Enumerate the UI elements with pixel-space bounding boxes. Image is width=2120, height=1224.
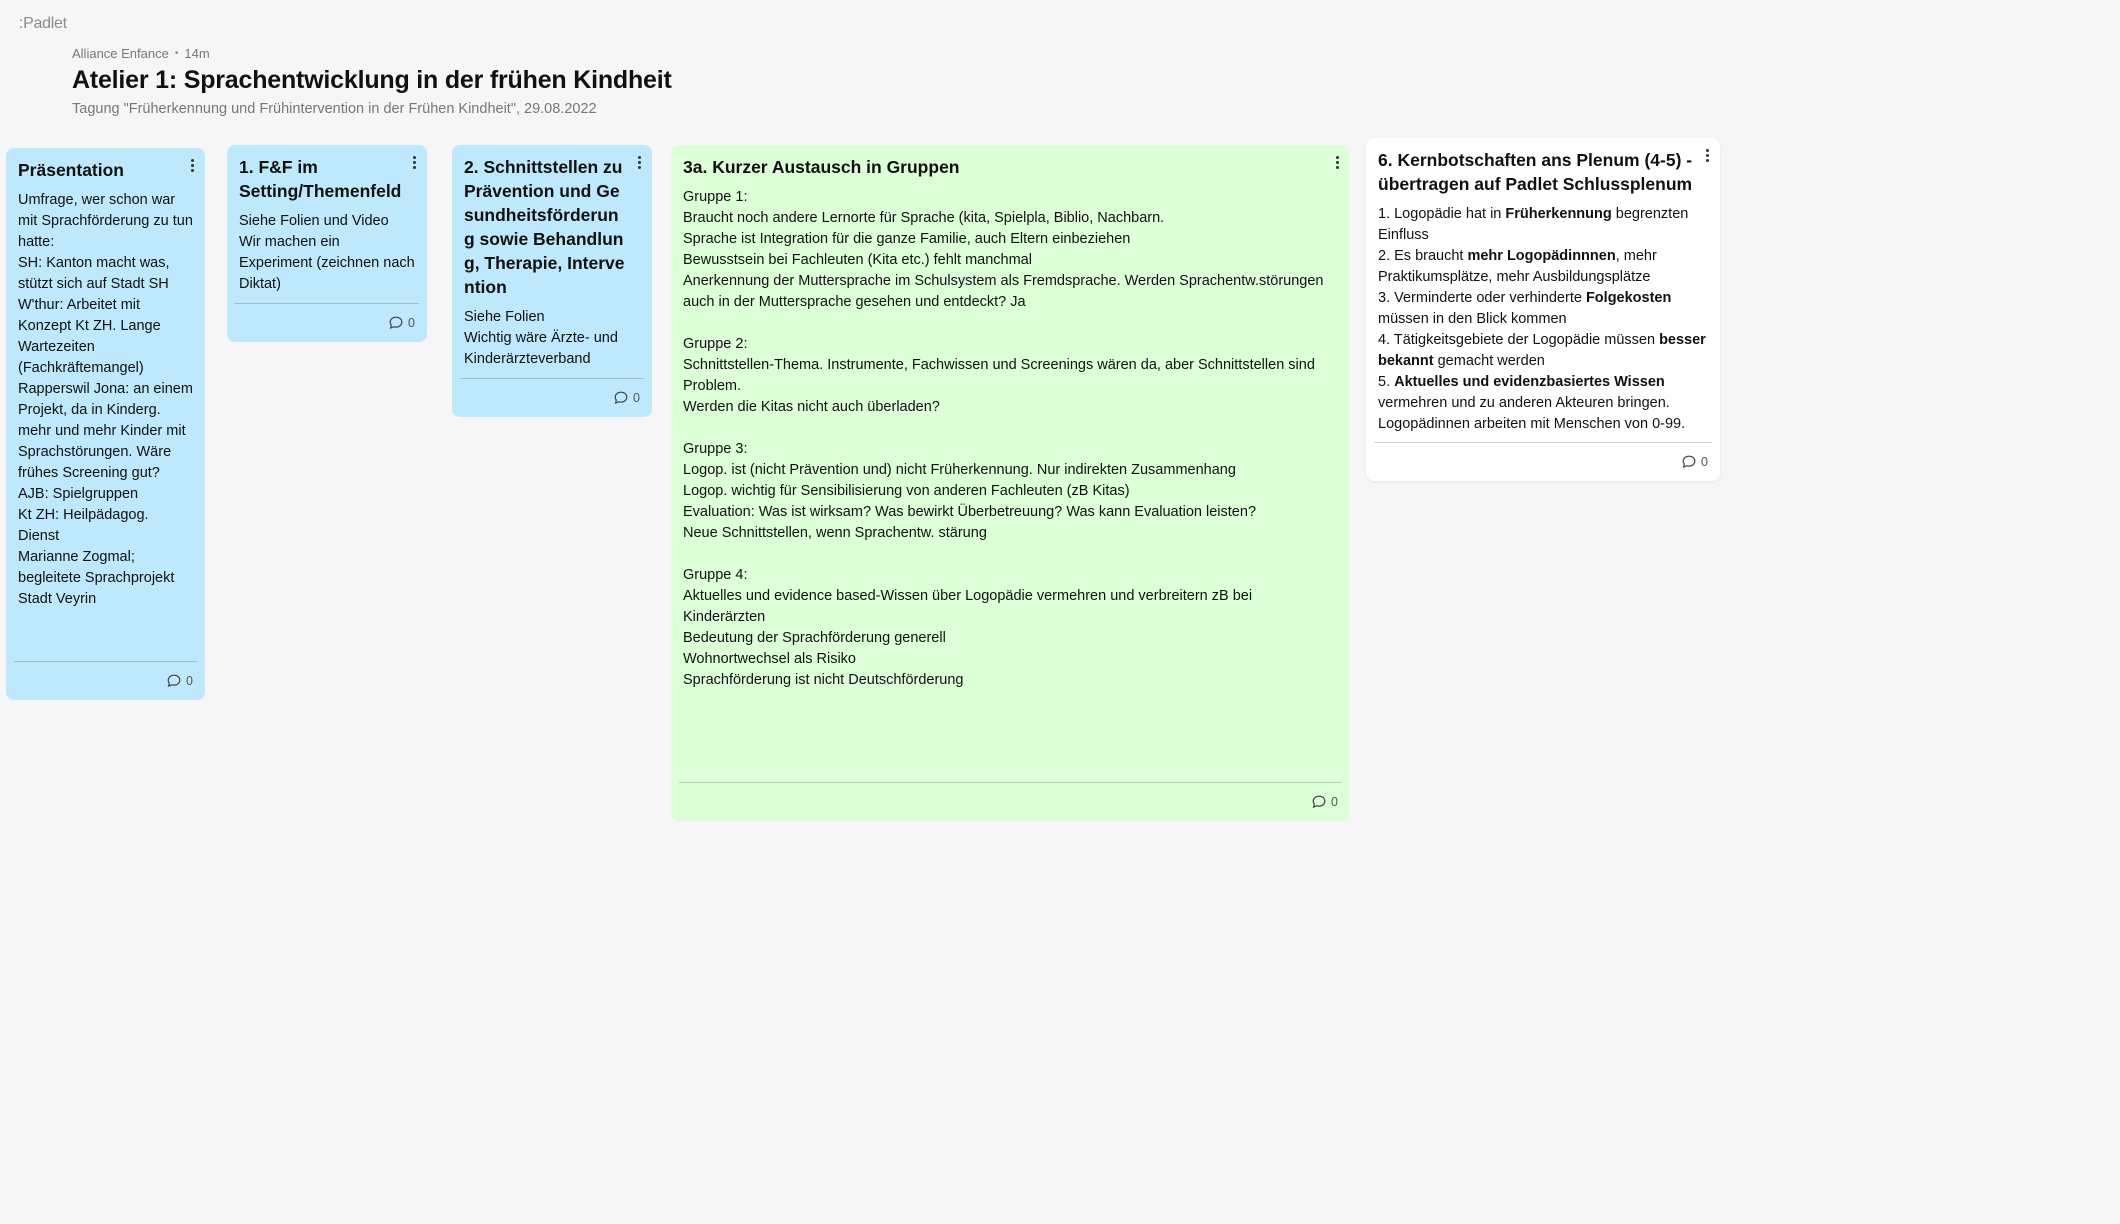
kernbotschaft-line: 3. Verminderte oder verhinderte Folgekosten müssen in den Blick kommen	[1378, 290, 1672, 327]
post-title: 1. F&F im Setting/Themenfeld	[239, 157, 402, 201]
more-options-icon[interactable]	[1332, 153, 1342, 171]
post-card-austausch-gruppen[interactable]	[671, 145, 1350, 821]
post-footer	[460, 378, 644, 417]
more-options-icon[interactable]	[409, 153, 419, 171]
comment-icon[interactable]	[1311, 794, 1327, 810]
kernbotschaft-line: Logopädinnen arbeiten mit Menschen von 0-99.	[1378, 416, 1686, 432]
post-time: 14m	[184, 46, 210, 61]
post-title: Präsentation	[18, 160, 124, 180]
post-card-ff-setting[interactable]	[227, 145, 427, 342]
post-footer	[1374, 442, 1712, 481]
post-body	[1378, 204, 1708, 435]
comment-icon[interactable]	[388, 315, 404, 331]
post-card-praesentation[interactable]	[6, 148, 205, 700]
board-subtitle: Tagung "Früherkennung und Frühintervention in der Frühen Kindheit", 29.08.2022	[72, 101, 597, 117]
comment-count: 0	[1331, 795, 1338, 809]
board-header	[72, 46, 672, 117]
comment-icon[interactable]	[166, 673, 182, 689]
post-body: Gruppe 1: Braucht noch andere Lernorte für Sprache (kita, Spielpla, Biblio, Nachbarn. Sprache ist Integration für die ganze Familie, auch Eltern einbeziehen Bewusstsein bei Fachleuten (Kita etc.) fehlt manchmal Anerkennung der Muttersprache im Schulsystem als Fremdsprache. Werden Sprachentw.störungen auch in der Muttersprache gesehen und entdeckt? Ja Gruppe 2: Schnittstellen-Thema. Instrumente, Fachwissen und Screenings wären da, aber Schnittstellen sind Problem. Werden die Kitas nicht auch überladen? Gruppe 3: Logop. ist (nicht Prävention und) nicht Früherkennung. Nur indirekten Zusammenhang Logop. wichtig für Sensibilisierung von anderen Fachleuten (zB Kitas) Evaluation: Was ist wirksam? Was bewirkt Überbetreuung? Was kann Evaluation leisten? Neue Schnittstellen, wenn Sprachentw. stärung Gruppe 4: Aktuelles und evidence based-Wissen über Logopädie vermehren und verbreitern zB bei Kinderärzten Bedeutung der Sprachförderung generell Wohnortwechsel als Risiko Sprachförderung ist nicht Deutschförderung	[683, 189, 1324, 688]
post-body: Umfrage, wer schon war mit Sprachförderung zu tun hatte: SH: Kanton macht was, stützt sich auf Stadt SH W'thur: Arbeitet mit Konzept Kt ZH. Lange Wartezeiten (Fachkräftemangel) Rapperswil Jona: an einem Projekt, da in Kinderg. mehr und mehr Kinder mit Sprachstörungen. Wäre frühes Screening gut? AJB: Spielgruppen Kt ZH: Heilpädagog. Dienst Marianne Zogmal; begleitete Sprachprojekt Stadt Veyrin	[18, 192, 193, 607]
more-options-icon[interactable]	[187, 156, 197, 174]
comment-icon[interactable]	[613, 390, 629, 406]
post-body: Siehe Folien Wichtig wäre Ärzte- und Kinderärzteverband	[464, 309, 618, 367]
kernbotschaft-line: 4. Tätigkeitsgebiete der Logopädie müssen besser bekannt gemacht werden	[1378, 332, 1706, 369]
comment-icon[interactable]	[1681, 454, 1697, 470]
post-footer	[235, 303, 419, 342]
board-title: Atelier 1: Sprachentwicklung in der frühen Kindheit	[72, 66, 672, 94]
post-body: Siehe Folien und Video Wir machen ein Experiment (zeichnen nach Diktat)	[239, 213, 415, 292]
post-card-schnittstellen[interactable]	[452, 145, 652, 417]
comment-count: 0	[186, 674, 193, 688]
post-footer	[679, 782, 1342, 821]
post-title: 6. Kernbotschaften ans Plenum (4-5) - übertragen auf Padlet Schlussplenum	[1378, 150, 1693, 194]
comment-count: 0	[1701, 455, 1708, 469]
kernbotschaft-line: 1. Logopädie hat in Früherkennung begrenzten Einfluss	[1378, 206, 1689, 243]
post-title: 3a. Kurzer Austausch in Gruppen	[683, 157, 960, 177]
padlet-logo[interactable]: :Padlet	[19, 15, 67, 32]
comment-count: 0	[408, 316, 415, 330]
post-title: 2. Schnittstellen zu Prävention und Gesundheitsförderung sowie Behandlung, Therapie, Intervention	[464, 157, 625, 297]
comment-count: 0	[633, 391, 640, 405]
post-footer	[14, 661, 197, 700]
post-card-kernbotschaften[interactable]	[1366, 138, 1720, 481]
meta-separator: •	[174, 48, 179, 59]
author-name[interactable]: Alliance Enfance	[72, 46, 169, 61]
kernbotschaft-line: 5. Aktuelles und evidenzbasiertes Wissen vermehren und zu anderen Akteuren bringen.	[1378, 374, 1670, 411]
more-options-icon[interactable]	[1702, 146, 1712, 164]
kernbotschaft-line: 2. Es braucht mehr Logopädinnnen, mehr Praktikumsplätze, mehr Ausbildungsplätze	[1378, 248, 1657, 285]
board-meta	[72, 46, 672, 61]
more-options-icon[interactable]	[634, 153, 644, 171]
